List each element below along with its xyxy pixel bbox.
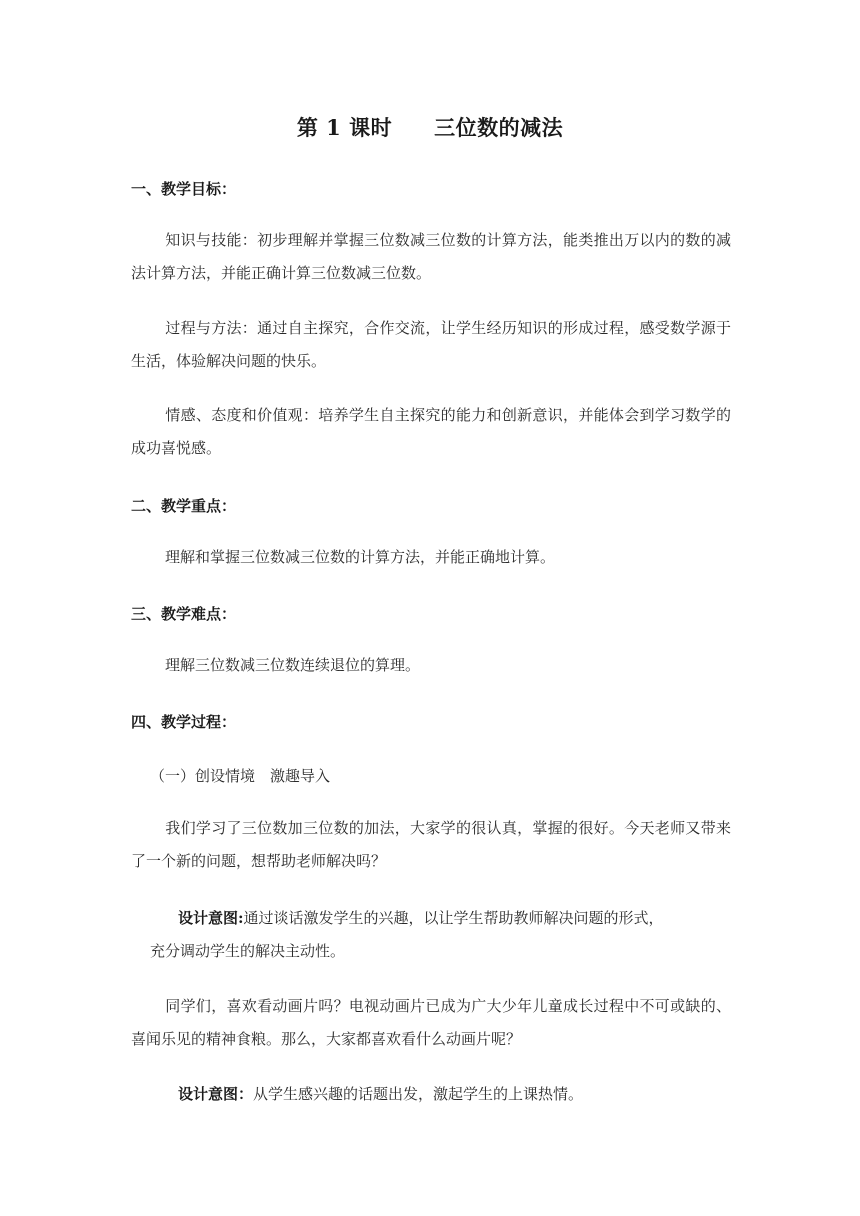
design-intent-2-text: 从学生感兴趣的话题出发，激起学生的上课热情。 bbox=[253, 1085, 584, 1103]
design-intent-1-label: 设计意图: bbox=[178, 909, 244, 927]
section-heading-difficulties: 三、教学难点： bbox=[131, 605, 237, 623]
paragraph-cartoon bbox=[131, 990, 731, 1056]
paragraph-process-method bbox=[131, 312, 731, 378]
design-intent-1-line-2: 充分调动学生的解决主动性。 bbox=[150, 942, 346, 960]
paragraph-intro bbox=[131, 812, 731, 878]
section-heading-goals: 一、教学目标： bbox=[131, 180, 237, 198]
subheading-create-scene: （一）创设情境 激趣导入 bbox=[150, 767, 331, 785]
design-intent-1-line-1 bbox=[178, 907, 664, 928]
knowledge-text: 知识与技能：初步理解并掌握三位数减三位数的计算方法，能类推出万以内的数的减法计算方法，并能正确计算三位数减三位数。 bbox=[131, 231, 731, 282]
design-intent-1-text: 通过谈话激发学生的兴趣，以让学生帮助教师解决问题的形式， bbox=[243, 909, 664, 927]
process-method-text: 过程与方法：通过自主探究，合作交流，让学生经历知识的形成过程，感受数学源于生活，体验解决问题的快乐。 bbox=[131, 319, 731, 370]
intro-text: 我们学习了三位数加三位数的加法，大家学的很认真，掌握的很好。今天老师又带来了一个新的问题，想帮助老师解决吗？ bbox=[131, 819, 731, 870]
emotion-text: 情感、态度和价值观：培养学生自主探究的能力和创新意识，并能体会到学习数学的成功喜悦感。 bbox=[131, 406, 731, 457]
section-heading-key-points: 二、教学重点： bbox=[131, 497, 237, 515]
design-intent-2-label: 设计意图： bbox=[178, 1085, 254, 1103]
paragraph-key-points bbox=[131, 541, 731, 574]
paragraph-emotion bbox=[131, 399, 731, 465]
lesson-number: 第 1 课时 bbox=[296, 115, 393, 140]
page-title bbox=[0, 112, 860, 142]
section-heading-process: 四、教学过程： bbox=[131, 713, 237, 731]
design-intent-2 bbox=[178, 1083, 583, 1104]
key-points-text: 理解和掌握三位数减三位数的计算方法，并能正确地计算。 bbox=[165, 548, 556, 566]
paragraph-knowledge bbox=[131, 224, 731, 290]
lesson-topic: 三位数的减法 bbox=[434, 115, 564, 140]
cartoon-text: 同学们，喜欢看动画片吗？电视动画片已成为广大少年儿童成长过程中不可或缺的、喜闻乐见的精神食粮。那么，大家都喜欢看什么动画片呢？ bbox=[131, 997, 731, 1048]
paragraph-difficulties bbox=[131, 649, 731, 682]
difficulties-text: 理解三位数减三位数连续退位的算理。 bbox=[165, 656, 421, 674]
